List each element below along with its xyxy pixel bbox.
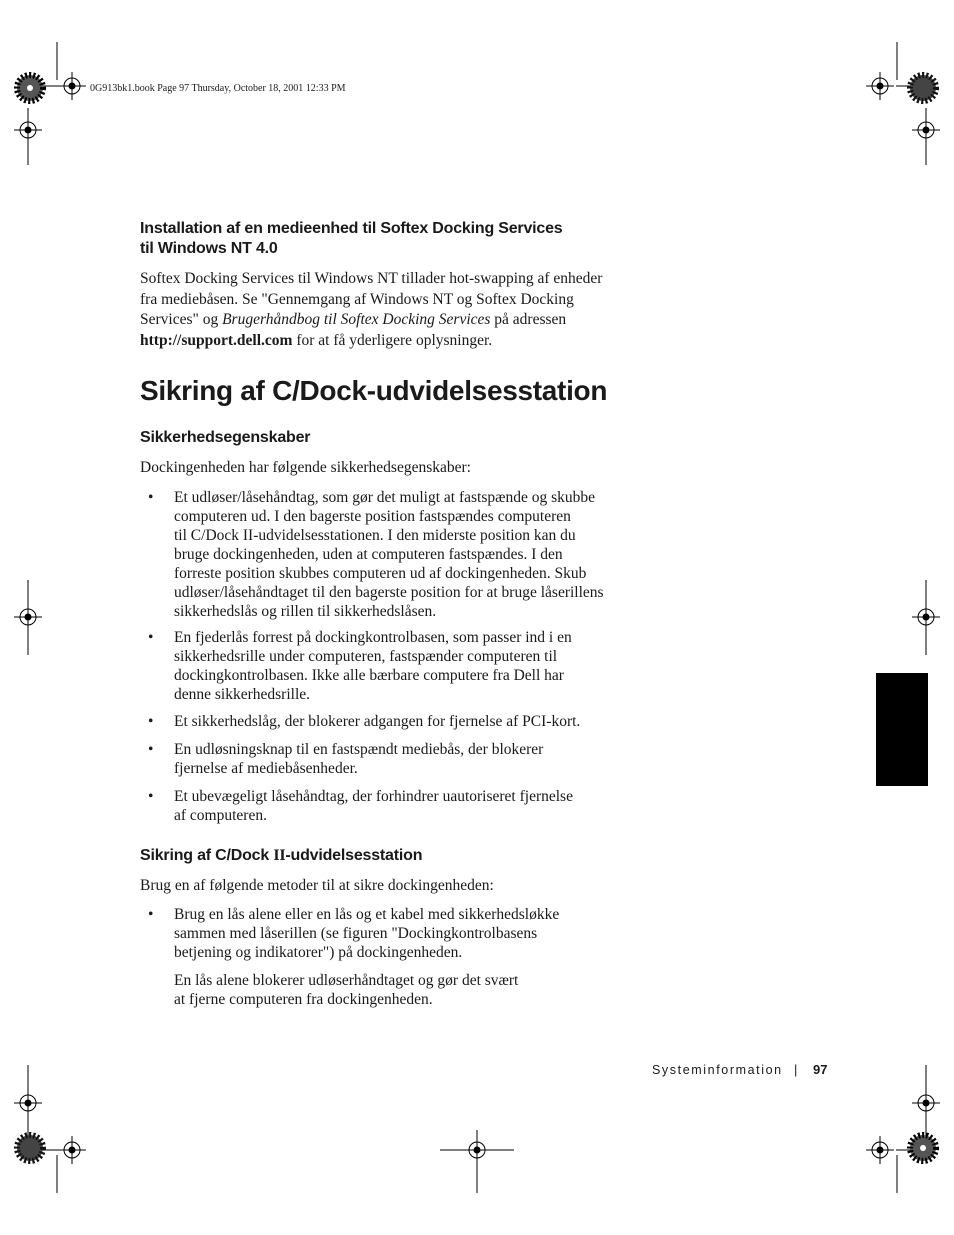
section-heading-security-features: Sikkerhedsegenskaber bbox=[140, 429, 311, 446]
text-line: En udløsningsknap til en fastspændt mediebås, der blokerer bbox=[174, 741, 544, 758]
text-line: af computeren. bbox=[174, 807, 267, 824]
registration-target bbox=[58, 72, 86, 100]
list-item bbox=[174, 787, 634, 825]
list-item bbox=[174, 905, 634, 962]
text-line bbox=[140, 310, 630, 331]
bullet-symbol: • bbox=[148, 713, 154, 730]
text-line: sikkerhedsrille under computeren, fastspænder computeren til bbox=[174, 648, 558, 665]
registration-target bbox=[866, 72, 894, 100]
starburst-mark bbox=[17, 75, 43, 101]
text-line: at fjerne computeren fra dockingenheden. bbox=[174, 991, 433, 1008]
registration-target bbox=[14, 603, 42, 631]
list-item bbox=[174, 488, 634, 621]
footer-section-label: Systeminformation bbox=[652, 1063, 783, 1077]
text-line: fra mediebåsen. Se "Gennemgang af Windows NT og Softex Docking bbox=[140, 290, 574, 308]
list-item bbox=[174, 712, 634, 731]
heading-line: til Windows NT 4.0 bbox=[140, 240, 278, 257]
text-line: En fjederlås forrest på dockingkontrolbasen, som passer ind i en bbox=[174, 629, 572, 646]
bullet-symbol: • bbox=[148, 788, 154, 805]
bullet-symbol: • bbox=[148, 489, 154, 506]
install-paragraph bbox=[140, 269, 630, 351]
registration-target bbox=[463, 1136, 491, 1164]
text-span: -udvidelsesstation bbox=[285, 847, 423, 864]
text-line: En lås alene blokerer udløserhåndtaget og gør det svært bbox=[174, 972, 519, 989]
header-file-info: 0G913bk1.book Page 97 Thursday, October 18, 2001 12:33 PM bbox=[90, 83, 346, 94]
starburst-mark bbox=[17, 1135, 43, 1161]
chapter-tab bbox=[876, 673, 928, 786]
registration-target bbox=[912, 603, 940, 631]
text-line: dockingkontrolbasen. Ikke alle bærbare computere fra Dell har bbox=[174, 667, 564, 684]
page-number: 97 bbox=[813, 1062, 828, 1077]
text-line: sikkerhedslås og rillen til sikkerhedslåsen. bbox=[174, 603, 437, 620]
bullet-symbol: • bbox=[148, 906, 154, 923]
text-line: betjening og indikatorer") på dockingenheden. bbox=[174, 944, 463, 961]
text-line: Et sikkerhedslåg, der blokerer adgangen for fjernelse af PCI-kort. bbox=[174, 713, 581, 730]
text-line: til C/Dock II-udvidelsesstationen. I den miderste position kan du bbox=[174, 527, 576, 544]
securing-intro: Brug en af følgende metoder til at sikre dockingenheden: bbox=[140, 877, 494, 894]
registration-target bbox=[912, 116, 940, 144]
bullet-symbol: • bbox=[148, 741, 154, 758]
text-line: Et udløser/låsehåndtag, som gør det muligt at fastspænde og skubbe bbox=[174, 489, 596, 506]
text-span: for at få yderligere oplysninger. bbox=[292, 331, 493, 349]
text-line: bruge dockingenheden, uden at computeren fastspændes. I den bbox=[174, 546, 563, 563]
text-line: Softex Docking Services til Windows NT tillader hot-swapping af enheder bbox=[140, 270, 603, 287]
text-line: sammen med låserillen (se figuren "Dockingkontrolbasens bbox=[174, 925, 538, 942]
roman-numeral: II bbox=[273, 847, 286, 864]
registration-target bbox=[866, 1136, 894, 1164]
text-line: udløser/låsehåndtaget til den bagerste position for at bruge låserillens bbox=[174, 584, 604, 601]
text-span: Services" og bbox=[140, 311, 223, 328]
list-item bbox=[174, 628, 634, 704]
manual-title: Brugerhåndbog til Softex Docking Services bbox=[222, 311, 491, 328]
registration-target bbox=[58, 1136, 86, 1164]
text-span: på adressen bbox=[490, 311, 567, 328]
bullet-symbol: • bbox=[148, 629, 154, 646]
text-line: denne sikkerhedsrille. bbox=[174, 686, 311, 703]
footer-separator: | bbox=[794, 1062, 798, 1077]
security-intro: Dockingenheden har følgende sikkerhedsegenskaber: bbox=[140, 459, 471, 476]
registration-target bbox=[14, 1089, 42, 1117]
starburst-mark bbox=[910, 75, 936, 101]
text-line: Et ubevægeligt låsehåndtag, der forhindrer uautoriseret fjernelse bbox=[174, 788, 573, 805]
support-url: http://support.dell.com bbox=[140, 331, 293, 349]
text-line: forreste position skubbes computeren ud af dockingenheden. Skub bbox=[174, 565, 587, 582]
list-item-continuation bbox=[174, 971, 634, 1009]
registration-target bbox=[14, 116, 42, 144]
section-heading-securing bbox=[140, 846, 660, 866]
page-title: Sikring af C/Dock-udvidelsesstation bbox=[140, 375, 608, 406]
text-line bbox=[140, 331, 630, 352]
text-line: computeren ud. I den bagerste position fastspændes computeren bbox=[174, 508, 571, 525]
starburst-mark bbox=[910, 1135, 936, 1161]
list-item bbox=[174, 740, 634, 778]
text-line: fjernelse af mediebåsenheder. bbox=[174, 760, 358, 777]
text-line: Brug en lås alene eller en lås og et kabel med sikkerhedsløkke bbox=[174, 906, 560, 923]
registration-target bbox=[912, 1089, 940, 1117]
text-span: Sikring af C/Dock bbox=[140, 847, 274, 864]
section-heading-install bbox=[140, 219, 660, 259]
heading-line: Installation af en medieenhed til Softex Docking Services bbox=[140, 220, 563, 237]
